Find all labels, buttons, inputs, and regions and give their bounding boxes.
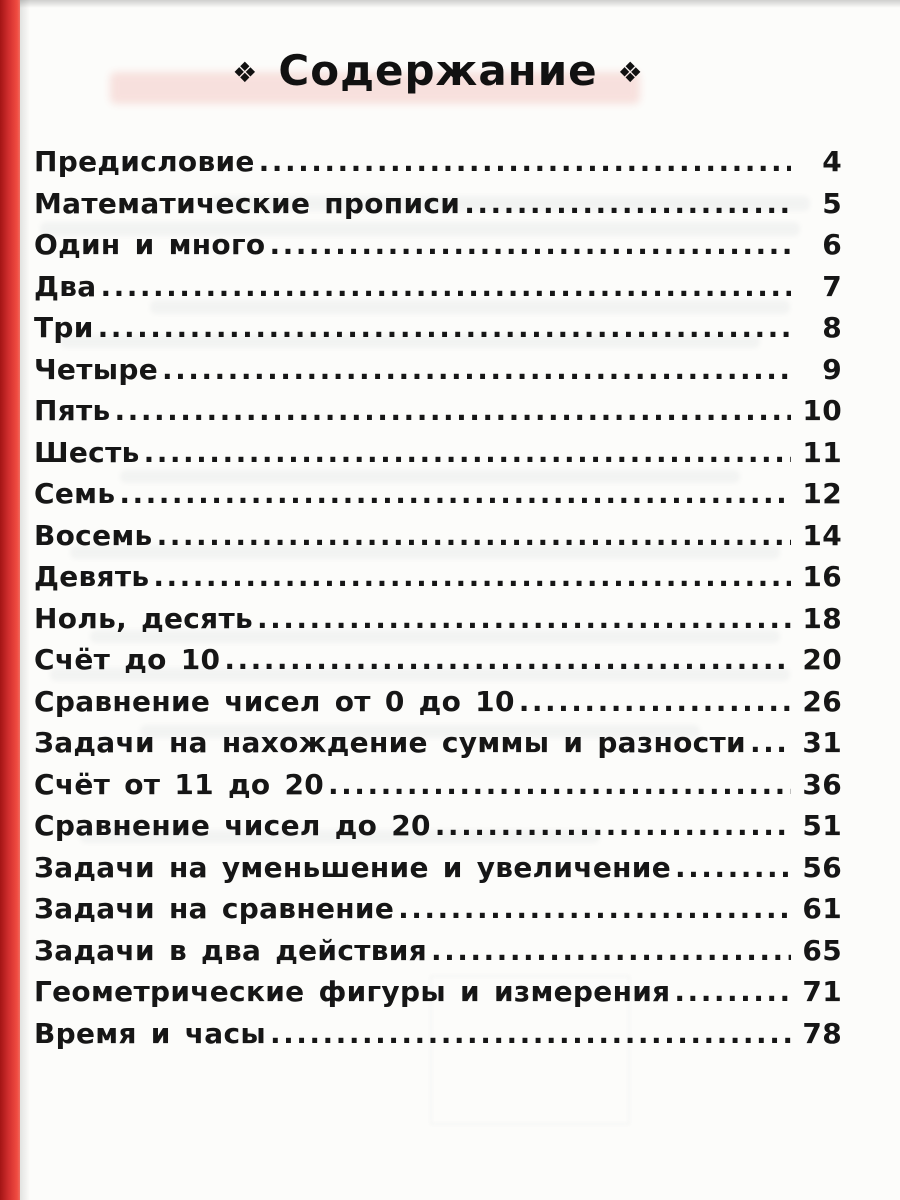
dot-leader [144,438,791,467]
toc-entry-page: 5 [822,186,842,220]
toc-entry [34,269,842,303]
page-title-row [34,46,842,95]
toc-entry-page: 4 [822,145,842,178]
dot-leader [224,645,791,674]
toc-entry [34,728,842,757]
toc-entry-title: Пять [34,394,111,427]
toc-entry-title: Счёт до 10 [34,643,221,676]
dot-leader [464,189,791,218]
dot-leader [98,313,791,342]
toc-entry-page: 26 [802,684,842,718]
toc-entry-page: 11 [802,435,842,469]
toc-entry-page: 10 [802,394,842,427]
toc-entry [34,147,842,176]
toc-entry [34,435,842,469]
toc-entry-page: 51 [802,809,842,842]
toc-entry-title: Сравнение чисел до 20 [34,809,431,842]
toc-entry [34,352,842,386]
toc-entry-title: Счёт от 11 до 20 [34,767,325,801]
dot-leader [519,687,791,716]
toc-entry-title: Три [34,311,94,344]
toc-entry-page: 78 [802,1016,842,1050]
page-title: Содержание [278,46,598,95]
toc-entry-page: 12 [802,477,842,510]
dot-leader [435,811,791,840]
diamond-ornament-icon: ❖ [232,56,259,89]
toc-entry [34,894,842,923]
toc-entry [34,811,842,840]
toc-entry-title: Задачи на нахождение суммы и разности [34,726,746,759]
toc-entry [34,230,842,259]
toc-entry-page: 36 [802,767,842,801]
toc-entry-title: Ноль, десять [34,601,253,635]
toc-entry [34,684,842,718]
toc-entry-page: 31 [802,726,842,759]
toc-entry [34,313,842,342]
toc-entry [34,396,842,425]
toc-entry-title: Предисловие [34,145,255,178]
dot-leader [157,521,791,550]
toc-entry-page: 20 [802,643,842,676]
toc-entry-page: 9 [822,352,842,386]
toc-entry-page: 7 [822,269,842,303]
toc-entry-page: 61 [802,892,842,925]
toc-entry-title: Время и часы [34,1016,266,1050]
toc-entry [34,1016,842,1050]
toc-entry-page: 6 [822,228,842,261]
toc-entry-title: Сравнение чисел от 0 до 10 [34,684,515,718]
dot-leader [269,230,791,259]
dot-leader [674,977,791,1006]
toc-entry-title: Четыре [34,352,158,386]
dot-leader [100,272,791,301]
toc-entry [34,186,842,220]
dot-leader [162,355,791,384]
toc-entry [34,479,842,508]
dot-leader [153,562,791,591]
toc-entry [34,562,842,591]
toc-entry-title: Два [34,269,97,303]
toc-entry-title: Геометрические фигуры и измерения [34,975,671,1008]
toc-entry-page: 65 [802,933,842,967]
dot-leader [270,1019,791,1048]
toc-entry-page: 56 [802,850,842,884]
toc-entry [34,933,842,967]
table-of-contents [34,147,842,1048]
toc-entry-title: Задачи на уменьшение и увеличение [34,850,672,884]
toc-entry-page: 14 [802,518,842,552]
toc-entry-page: 18 [802,601,842,635]
toc-content [34,46,842,1060]
dot-leader [257,604,791,633]
diamond-ornament-icon: ❖ [617,56,644,89]
toc-entry [34,977,842,1006]
toc-entry-title: Один и много [34,228,266,261]
dot-leader [115,396,791,425]
dot-leader [259,147,791,176]
dot-leader [750,728,791,757]
page-gutter-shadow [20,0,30,1200]
toc-entry [34,850,842,884]
toc-entry-title: Задачи в два действия [34,933,427,967]
toc-entry-page: 8 [822,311,842,344]
toc-entry [34,645,842,674]
toc-entry-page: 16 [802,560,842,593]
toc-entry-title: Семь [34,477,116,510]
dot-leader [328,770,791,799]
toc-entry-title: Задачи на сравнение [34,892,395,925]
toc-entry-page: 71 [802,975,842,1008]
dot-leader [119,479,791,508]
dot-leader [431,936,791,965]
toc-entry [34,767,842,801]
toc-entry-title: Математические прописи [34,186,461,220]
toc-entry-title: Шесть [34,435,140,469]
toc-entry-title: Восемь [34,518,153,552]
dot-leader [675,853,791,882]
toc-entry [34,601,842,635]
toc-entry-title: Девять [34,560,150,593]
toc-entry [34,518,842,552]
book-edge-red-strip [0,0,20,1200]
dot-leader [398,894,791,923]
